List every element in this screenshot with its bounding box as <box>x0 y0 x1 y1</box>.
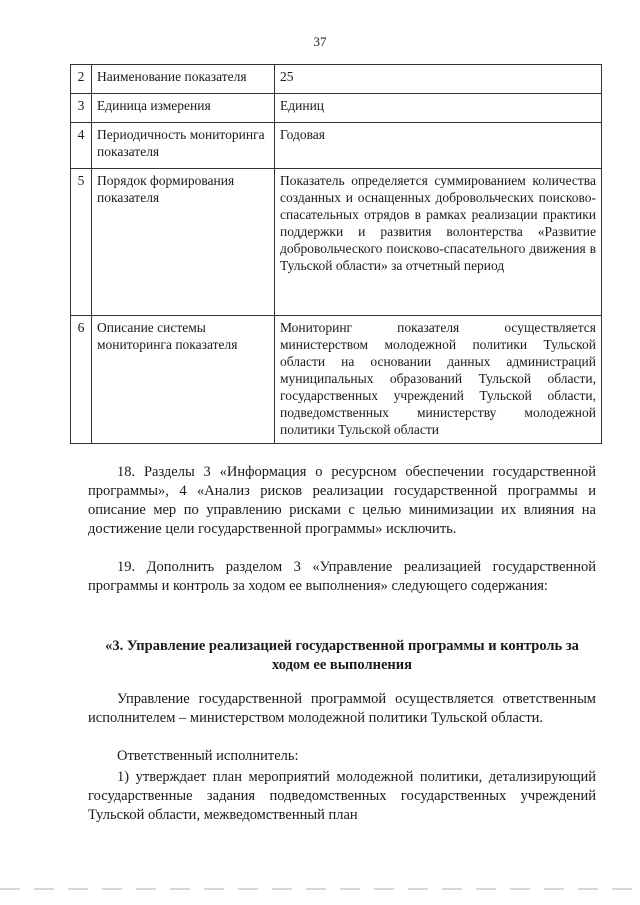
row-label: Наименование показателя <box>92 65 275 94</box>
paragraph-18: 18. Разделы 3 «Информация о ресурсном обеспечении государственной программы», 4 «Анализ рисков реализации государственной программы и описание мер по управлению рисками с целью минимизации их влияния на достижение цели государственной программы» исключить. <box>88 464 596 537</box>
row-value: Показатель определяется суммированием количества созданных и оснащенных добровольческих поисково-спасательных отрядов в рамках реализации практики поддержки и развития волонтерства «Развитие добровольческого поисково-спасательного движения в Тульской области» за отчетный период <box>275 169 602 316</box>
row-number: 2 <box>71 65 92 94</box>
row-number: 5 <box>71 169 92 316</box>
row-label: Периодичность мониторинга показателя <box>92 123 275 169</box>
indicator-table <box>70 64 602 444</box>
row-value: 25 <box>275 65 602 94</box>
table-row <box>71 94 602 123</box>
row-value: Единиц <box>275 94 602 123</box>
table-row <box>71 123 602 169</box>
paragraph-item-1: 1) утверждает план мероприятий молодежной политики, детализирующий государственные задания подведомственных государственных учреждений Тульской области, межведомственный план <box>88 769 596 823</box>
paragraph-19: 19. Дополнить разделом 3 «Управление реализацией государственной программы и контроль за ходом ее выполнения» следующего содержания: <box>88 559 596 594</box>
row-number: 4 <box>71 123 92 169</box>
row-value: Годовая <box>275 123 602 169</box>
section-heading: «3. Управление реализацией государственной программы и контроль за ходом ее выполнения <box>105 638 579 673</box>
table-row <box>71 169 602 316</box>
page-number: 37 <box>313 34 327 49</box>
table-row <box>71 316 602 444</box>
paragraph-responsible: Ответственный исполнитель: <box>117 748 299 764</box>
paragraph-management: Управление государственной программой осуществляется ответственным исполнителем – министерством молодежной политики Тульской области. <box>88 691 596 726</box>
table-row <box>71 65 602 94</box>
row-label: Порядок формирования показателя <box>92 169 275 316</box>
footer-divider <box>0 888 640 890</box>
row-value: Мониторинг показателя осуществляется министерством молодежной политики Тульской области на основании данных администраций муниципальных образований Тульской области, государственных учреждений Тульской области, подведомственных министерству молодежной политики Тульской области <box>275 316 602 444</box>
row-number: 6 <box>71 316 92 444</box>
row-label: Описание системы мониторинга показателя <box>92 316 275 444</box>
row-label: Единица измерения <box>92 94 275 123</box>
row-number: 3 <box>71 94 92 123</box>
